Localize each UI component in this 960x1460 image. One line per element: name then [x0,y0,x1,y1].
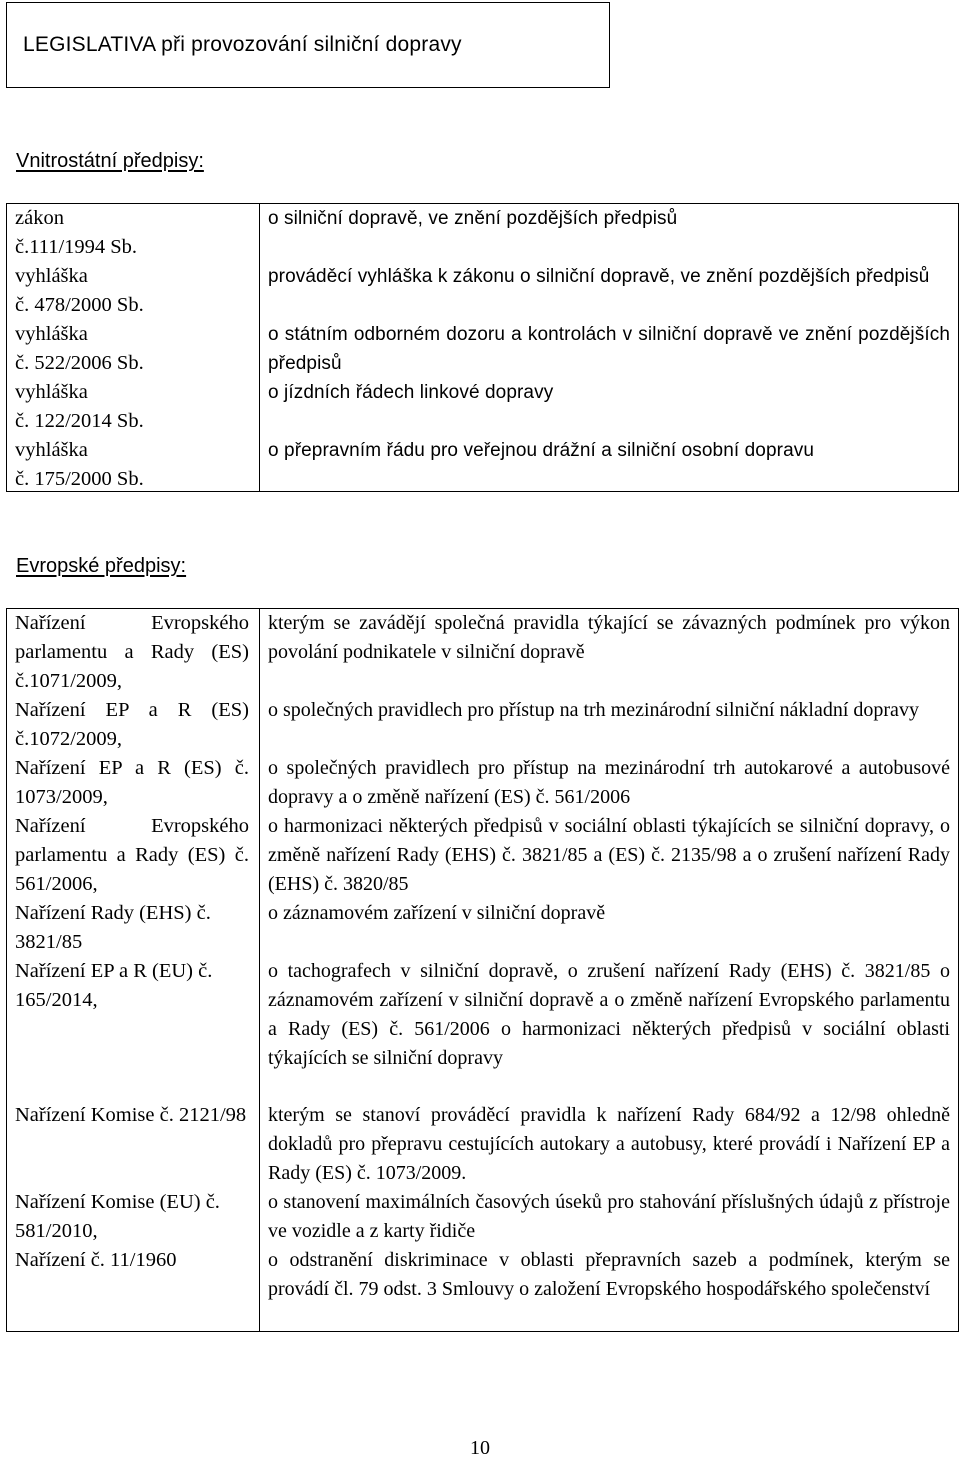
domestic-law-item: vyhláška č. 122/2014 Sb. [15,381,144,432]
domestic-description: o státním odborném dozoru a kontrolách v silniční dopravě ve znění pozdějších předpisů [268,324,950,374]
european-description: o společných pravidlech pro přístup na mezinárodní trh autokarové a autobusové dopravy a o změně nařízení (ES) č. 561/2006 [268,757,950,808]
domestic-description: o jízdních řádech linkové dopravy [268,382,554,403]
european-regulation: Nařízení č. 11/1960 [15,1249,177,1271]
european-heading: Evropské předpisy: [16,555,187,577]
domestic-table [6,203,959,492]
european-description: o tachografech v silniční dopravě, o zrušení nařízení Rady (EHS) č. 3821/85 o záznamovém zařízení v silniční dopravě a o změně nařízení Evropského parlamentu a Rady (ES) č. 561/2006 o harmonizaci některých předpisů v sociální oblasti týkajících se silniční dopravy [268,960,950,1069]
european-regulation: Nařízení Evropského parlamentu a Rady (ES) č.1071/2009, [15,612,249,692]
domestic-description: o silniční dopravě, ve znění pozdějších předpisů [268,208,678,229]
domestic-right-cell [260,204,959,492]
page-number: 10 [470,1437,490,1459]
european-regulation: Nařízení EP a R (ES) č.1072/2009, [15,699,249,750]
european-description: o záznamovém zařízení v silniční dopravě [268,902,606,924]
european-description: o odstranění diskriminace v oblasti přepravních sazeb a podmínek, kterým se provádí čl. 79 odst. 3 Smlouvy o založení Evropského hospodářského společenství [268,1249,950,1300]
domestic-law-item: vyhláška č. 175/2000 Sb. [15,439,144,490]
european-regulation: Nařízení Komise (EU) č. 581/2010, [15,1191,220,1242]
european-regulation: Nařízení Komise č. 2121/98 [15,1104,247,1126]
domestic-law-item: vyhláška č. 522/2006 Sb. [15,323,144,374]
european-table [6,608,959,1332]
title-box [6,2,610,88]
domestic-left-cell [7,204,260,492]
european-right-cell [260,609,959,1332]
european-description: o společných pravidlech pro přístup na trh mezinárodní silniční nákladní dopravy [268,699,919,721]
european-regulation: Nařízení EP a R (ES) č. 1073/2009, [15,757,249,808]
domestic-description: o přepravním řádu pro veřejnou drážní a silniční osobní dopravu [268,440,814,461]
european-description: o stanovení maximálních časových úseků pro stahování příslušných údajů z přístroje ve vozidle a z karty řidiče [268,1191,950,1242]
domestic-heading: Vnitrostátní předpisy: [16,150,204,172]
european-description: kterým se zavádějí společná pravidla týkající se závazných podmínek pro výkon povolání podnikatele v silniční dopravě [268,612,950,663]
domestic-law-item: zákon č.111/1994 Sb. [15,207,138,258]
european-description: o harmonizaci některých předpisů v sociální oblasti týkajících se silniční dopravy, o změně nařízení Rady (EHS) č. 3821/85 a (ES) č. 2135/98 a o zrušení nařízení Rady (EHS) č. 3820/85 [268,815,950,895]
domestic-law-item: vyhláška č. 478/2000 Sb. [15,265,144,316]
european-regulation: Nařízení Rady (EHS) č. 3821/85 [15,902,211,953]
european-regulation: Nařízení EP a R (EU) č. 165/2014, [15,960,213,1011]
page-title: LEGISLATIVA při provozování silniční dopravy [23,33,462,56]
european-regulation: Nařízení Evropského parlamentu a Rady (ES) č. 561/2006, [15,815,249,895]
european-left-cell [7,609,260,1332]
domestic-description: prováděcí vyhláška k zákonu o silniční dopravě, ve znění pozdějších předpisů [268,266,930,287]
european-description: kterým se stanoví prováděcí pravidla k nařízení Rady 684/92 a 12/98 ohledně dokladů pro přepravu cestujících autokary a autobusy, které provádí i Nařízení EP a Rady (ES) č. 1073/2009. [268,1104,950,1184]
